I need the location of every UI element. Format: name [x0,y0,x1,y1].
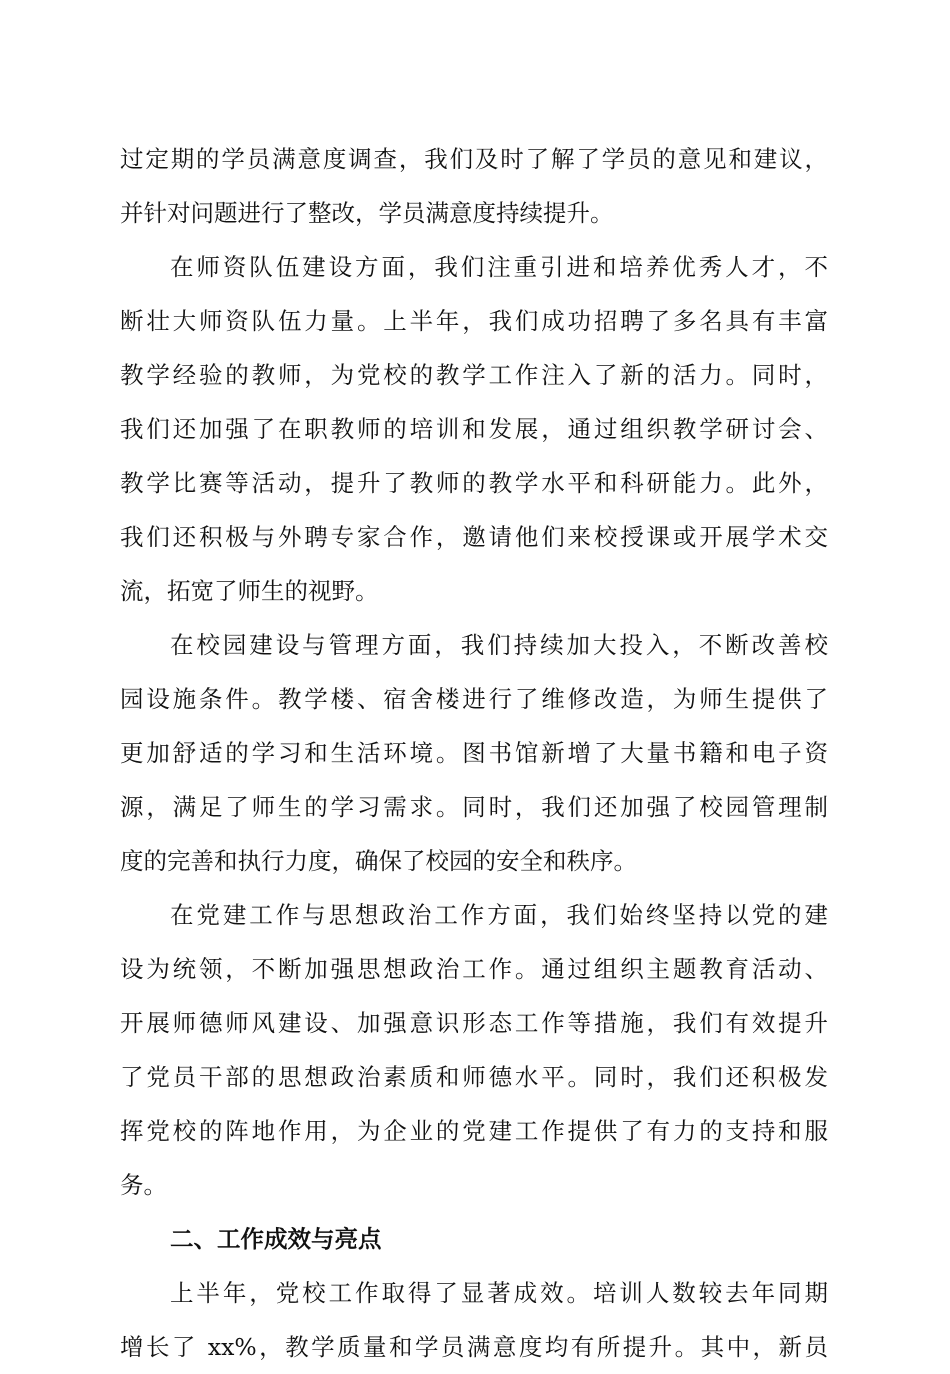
text-line: 了党员干部的思想政治素质和师德水平。同时，我们还积极发 [120,1063,828,1091]
text-line: 园设施条件。教学楼、宿舍楼进行了维修改造，为师生提供了 [120,685,828,713]
paragraph-continuation [120,132,828,240]
text-line: 断壮大师资队伍力量。上半年，我们成功招聘了多名具有丰富 [120,307,828,335]
text-line: 在校园建设与管理方面，我们持续加大投入，不断改善校 [170,631,828,659]
text-line: 增长了 xx%，教学质量和学员满意度均有所提升。其中，新员 [120,1333,828,1361]
text-line: 开展师德师风建设、加强意识形态工作等措施，我们有效提升 [120,1009,828,1037]
paragraph-faculty [120,240,828,618]
text-line: 我们还积极与外聘专家合作，邀请他们来校授课或开展学术交 [120,523,828,551]
section-heading: 二、工作成效与亮点 [170,1225,382,1253]
text-line: 过定期的学员满意度调查，我们及时了解了学员的意见和建议， [120,145,828,173]
text-line: 流，拓宽了师生的视野。 [120,577,379,605]
text-line: 更加舒适的学习和生活环境。图书馆新增了大量书籍和电子资 [120,739,828,767]
paragraph-campus [120,618,828,888]
text-line: 务。 [120,1171,167,1199]
paragraph-party-building [120,888,828,1212]
text-line: 在师资队伍建设方面，我们注重引进和培养优秀人才，不 [170,253,828,281]
text-line: 我们还加强了在职教师的培训和发展，通过组织教学研讨会、 [120,415,828,443]
text-line: 上半年，党校工作取得了显著成效。培训人数较去年同期 [170,1279,828,1307]
text-line: 源，满足了师生的学习需求。同时，我们还加强了校园管理制 [120,793,828,821]
text-line: 度的完善和执行力度，确保了校园的安全和秩序。 [120,847,637,875]
document-page [120,132,828,1374]
text-line: 教学比赛等活动，提升了教师的教学水平和科研能力。此外， [120,469,828,497]
text-line: 教学经验的教师，为党校的教学工作注入了新的活力。同时， [120,361,828,389]
text-line: 挥党校的阵地作用，为企业的党建工作提供了有力的支持和服 [120,1117,828,1145]
text-line: 并针对问题进行了整改，学员满意度持续提升。 [120,199,614,227]
text-line: 在党建工作与思想政治工作方面，我们始终坚持以党的建 [170,901,828,929]
text-line: 设为统领，不断加强思想政治工作。通过组织主题教育活动、 [120,955,828,983]
paragraph-achievements [120,1266,828,1374]
